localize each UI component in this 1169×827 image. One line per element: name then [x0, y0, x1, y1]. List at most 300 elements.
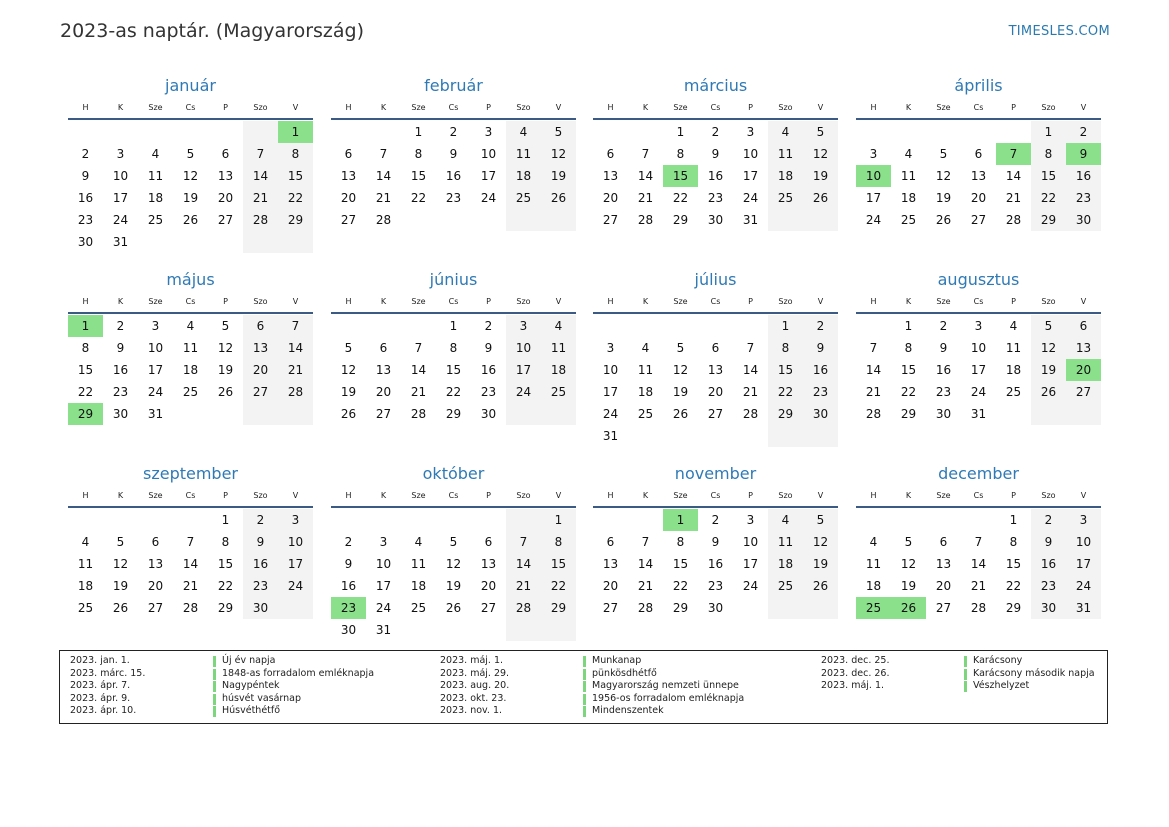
- weekday-label: V: [555, 491, 562, 500]
- day-cell: 24: [865, 213, 882, 227]
- weekday-label: V: [817, 103, 824, 112]
- weekday-label: P: [748, 297, 753, 306]
- day-cell: 30: [707, 213, 724, 227]
- day-cell: 12: [182, 169, 199, 183]
- legend-name: Húsvéthétfő: [222, 705, 281, 716]
- weekday-header: [593, 100, 838, 120]
- day-cell: 30: [480, 407, 497, 421]
- day-grid: [593, 121, 838, 231]
- month-title: június: [429, 270, 478, 289]
- day-cell: 25: [541, 381, 576, 403]
- empty-cell: [138, 231, 173, 253]
- day-cell: 5: [541, 121, 576, 143]
- day-cell: 6: [711, 341, 720, 355]
- day-cell: 21: [278, 359, 313, 381]
- empty-cell: [103, 121, 138, 143]
- day-cell: 2: [711, 513, 720, 527]
- empty-cell: [138, 509, 173, 531]
- day-cell: 28: [410, 407, 427, 421]
- weekday-header: [68, 100, 313, 120]
- day-cell: 15: [217, 557, 234, 571]
- day-cell: 10: [602, 363, 619, 377]
- day-cell: 5: [803, 121, 838, 143]
- empty-cell: [856, 315, 891, 337]
- day-cell: 1: [904, 319, 913, 333]
- day-cell: 26: [803, 575, 838, 597]
- day-cell: 27: [935, 601, 952, 615]
- day-cell: 9: [711, 147, 720, 161]
- legend-color-swatch: [964, 669, 967, 680]
- day-cell: 10: [147, 341, 164, 355]
- empty-cell: [471, 509, 506, 531]
- day-cell: 18: [541, 359, 576, 381]
- day-cell: 18: [77, 579, 94, 593]
- day-grid: [331, 121, 576, 231]
- day-cell: 19: [803, 165, 838, 187]
- day-cell: 20: [340, 191, 357, 205]
- month-title: december: [938, 464, 1019, 483]
- weekday-label: Cs: [448, 297, 459, 306]
- empty-cell: [926, 121, 961, 143]
- legend-name: húsvét vasárnap: [222, 692, 302, 704]
- legend-name: Karácsony második napja: [973, 667, 1095, 679]
- day-cell: 10: [506, 337, 541, 359]
- weekday-label: Sze: [411, 103, 426, 112]
- empty-cell: [401, 209, 436, 231]
- day-cell: 17: [742, 557, 759, 571]
- weekday-label: K: [905, 297, 912, 306]
- day-cell: 2: [243, 509, 278, 531]
- empty-cell: [471, 209, 506, 231]
- day-cell: 6: [243, 315, 278, 337]
- day-cell: 29: [768, 403, 803, 425]
- day-cell: 15: [278, 165, 313, 187]
- month-7: [593, 268, 838, 447]
- day-cell: 20: [602, 191, 619, 205]
- day-cell: 26: [1031, 381, 1066, 403]
- day-cell: 18: [865, 579, 882, 593]
- empty-cell: [803, 425, 838, 447]
- legend-date: 2023. aug. 20.: [440, 680, 510, 691]
- empty-cell: [891, 121, 926, 143]
- site-link[interactable]: TIMESLES.COM: [1008, 24, 1110, 39]
- empty-cell: [733, 315, 768, 337]
- day-cell: 15: [410, 169, 427, 183]
- day-cell: 3: [974, 319, 983, 333]
- legend-date: 2023. jan. 1.: [70, 655, 130, 666]
- day-cell: 6: [484, 535, 493, 549]
- day-cell: 12: [900, 557, 917, 571]
- day-cell: 12: [445, 557, 462, 571]
- day-cell: 8: [676, 147, 685, 161]
- day-cell: 17: [278, 553, 313, 575]
- day-cell: 19: [182, 191, 199, 205]
- month-title: január: [165, 76, 216, 95]
- day-cell: 4: [541, 315, 576, 337]
- day-cell: 25: [77, 601, 94, 615]
- weekday-label: H: [345, 297, 352, 306]
- weekday-header: [68, 488, 313, 508]
- day-cell: 21: [410, 385, 427, 399]
- weekday-label: V: [817, 297, 824, 306]
- day-cell: 15: [541, 553, 576, 575]
- empty-cell: [1066, 403, 1101, 425]
- weekday-label: Cs: [185, 491, 196, 500]
- day-cell: 5: [449, 535, 458, 549]
- day-grid: [593, 315, 838, 447]
- weekday-label: H: [82, 103, 89, 112]
- day-cell: 28: [865, 407, 882, 421]
- day-cell: 7: [186, 535, 195, 549]
- empty-cell: [278, 231, 313, 253]
- day-cell: 3: [151, 319, 160, 333]
- empty-cell: [628, 121, 663, 143]
- month-title: július: [694, 270, 737, 289]
- weekday-label: Sze: [673, 103, 688, 112]
- day-cell: 13: [707, 363, 724, 377]
- legend-date: 2023. ápr. 9.: [70, 692, 131, 704]
- day-cell: 3: [869, 147, 878, 161]
- day-cell: 12: [803, 531, 838, 553]
- day-cell: 26: [217, 385, 234, 399]
- day-cell: 17: [506, 359, 541, 381]
- day-cell: 1: [278, 121, 313, 143]
- day-cell: 25: [506, 187, 541, 209]
- day-cell: 14: [637, 169, 654, 183]
- empty-cell: [768, 425, 803, 447]
- day-cell: 24: [278, 575, 313, 597]
- empty-cell: [401, 619, 436, 641]
- day-cell: 17: [602, 385, 619, 399]
- day-cell: 15: [1031, 165, 1066, 187]
- day-cell: 29: [672, 213, 689, 227]
- day-cell: 6: [151, 535, 160, 549]
- day-cell: 25: [768, 187, 803, 209]
- day-cell: 10: [970, 341, 987, 355]
- empty-cell: [628, 509, 663, 531]
- day-cell: 18: [1005, 363, 1022, 377]
- day-cell: 4: [904, 147, 913, 161]
- day-cell: 22: [541, 575, 576, 597]
- day-grid: [68, 315, 313, 425]
- weekday-label: Sze: [148, 491, 163, 500]
- day-cell: 19: [1031, 359, 1066, 381]
- legend-color-swatch: [964, 656, 967, 667]
- empty-cell: [278, 597, 313, 619]
- day-cell: 20: [1066, 359, 1101, 381]
- weekday-label: Cs: [710, 491, 721, 500]
- day-cell: 22: [278, 187, 313, 209]
- day-cell: 4: [81, 535, 90, 549]
- day-cell: 13: [602, 169, 619, 183]
- day-cell: 17: [480, 169, 497, 183]
- day-cell: 7: [974, 535, 983, 549]
- empty-cell: [961, 509, 996, 531]
- weekday-label: H: [870, 297, 877, 306]
- day-cell: 15: [768, 359, 803, 381]
- weekday-label: V: [555, 297, 562, 306]
- weekday-label: P: [1011, 491, 1016, 500]
- day-cell: 14: [1005, 169, 1022, 183]
- day-cell: 5: [803, 509, 838, 531]
- day-cell: 25: [1005, 385, 1022, 399]
- day-cell: 30: [803, 403, 838, 425]
- day-cell: 20: [480, 579, 497, 593]
- legend-color-swatch: [583, 681, 586, 692]
- empty-cell: [541, 403, 576, 425]
- day-cell: 14: [970, 557, 987, 571]
- empty-cell: [506, 619, 541, 641]
- day-cell: 20: [217, 191, 234, 205]
- weekday-label: V: [292, 297, 299, 306]
- empty-cell: [891, 509, 926, 531]
- day-cell: 14: [506, 553, 541, 575]
- day-cell: 2: [484, 319, 493, 333]
- day-cell: 23: [112, 385, 129, 399]
- empty-cell: [803, 209, 838, 231]
- weekday-label: Szo: [778, 491, 793, 500]
- day-cell: 9: [116, 341, 125, 355]
- day-cell: 12: [541, 143, 576, 165]
- day-cell: 27: [217, 213, 234, 227]
- legend-color-swatch: [213, 669, 216, 680]
- day-cell: 23: [707, 579, 724, 593]
- day-cell: 8: [449, 341, 458, 355]
- day-cell: 5: [344, 341, 353, 355]
- month-title: április: [954, 76, 1003, 95]
- day-cell: 9: [344, 557, 353, 571]
- day-cell: 23: [1031, 575, 1066, 597]
- weekday-label: K: [380, 491, 387, 500]
- month-title: március: [683, 76, 748, 95]
- empty-cell: [138, 121, 173, 143]
- day-cell: 13: [375, 363, 392, 377]
- day-cell: 7: [869, 341, 878, 355]
- day-cell: 3: [606, 341, 615, 355]
- empty-cell: [856, 121, 891, 143]
- empty-cell: [278, 403, 313, 425]
- weekday-label: H: [345, 491, 352, 500]
- weekday-label: K: [380, 103, 387, 112]
- day-cell: 28: [970, 601, 987, 615]
- day-cell: 18: [900, 191, 917, 205]
- month-title: szeptember: [142, 464, 238, 483]
- day-cell: 6: [344, 147, 353, 161]
- day-cell: 20: [970, 191, 987, 205]
- weekday-label: P: [223, 491, 228, 500]
- day-cell: 21: [637, 579, 654, 593]
- day-cell: 9: [81, 169, 90, 183]
- day-cell: 28: [243, 209, 278, 231]
- day-cell: 18: [768, 553, 803, 575]
- legend-date: 2023. dec. 25.: [821, 655, 890, 666]
- weekday-header: [856, 488, 1101, 508]
- day-cell: 14: [278, 337, 313, 359]
- day-cell: 8: [768, 337, 803, 359]
- weekday-label: Sze: [148, 103, 163, 112]
- day-cell: 23: [331, 597, 366, 619]
- empty-cell: [243, 403, 278, 425]
- day-cell: 24: [970, 385, 987, 399]
- weekday-header: [856, 294, 1101, 314]
- weekday-label: H: [607, 297, 614, 306]
- day-cell: 26: [340, 407, 357, 421]
- empty-cell: [173, 231, 208, 253]
- weekday-label: V: [1080, 491, 1087, 500]
- day-cell: 9: [803, 337, 838, 359]
- weekday-label: Szo: [516, 491, 531, 500]
- day-cell: 26: [445, 601, 462, 615]
- day-cell: 1: [676, 125, 685, 139]
- weekday-label: H: [82, 491, 89, 500]
- empty-cell: [68, 509, 103, 531]
- day-cell: 13: [935, 557, 952, 571]
- page-title: 2023-as naptár. (Magyarország): [60, 20, 364, 42]
- day-cell: 4: [1009, 319, 1018, 333]
- day-cell: 18: [506, 165, 541, 187]
- day-cell: 29: [445, 407, 462, 421]
- legend-color-swatch: [213, 706, 216, 717]
- weekday-header: [68, 294, 313, 314]
- day-cell: 4: [506, 121, 541, 143]
- month-title: augusztus: [937, 270, 1020, 289]
- legend-date: 2023. máj. 1.: [440, 655, 504, 666]
- day-cell: 11: [77, 557, 94, 571]
- day-cell: 4: [641, 341, 650, 355]
- legend-name: Mindenszentek: [592, 705, 664, 716]
- day-cell: 24: [147, 385, 164, 399]
- day-cell: 21: [506, 575, 541, 597]
- day-cell: 24: [742, 191, 759, 205]
- empty-cell: [103, 509, 138, 531]
- legend-color-swatch: [213, 681, 216, 692]
- weekday-label: Cs: [710, 297, 721, 306]
- day-cell: 15: [900, 363, 917, 377]
- empty-cell: [331, 121, 366, 143]
- weekday-label: H: [870, 103, 877, 112]
- day-cell: 7: [996, 143, 1031, 165]
- day-cell: 15: [1005, 557, 1022, 571]
- empty-cell: [68, 121, 103, 143]
- empty-cell: [506, 209, 541, 231]
- weekday-label: Cs: [448, 491, 459, 500]
- day-cell: 12: [672, 363, 689, 377]
- weekday-label: V: [817, 491, 824, 500]
- empty-cell: [243, 231, 278, 253]
- month-11: [593, 462, 838, 619]
- day-cell: 1: [663, 509, 698, 531]
- day-cell: 16: [1031, 553, 1066, 575]
- empty-cell: [471, 619, 506, 641]
- day-cell: 9: [1066, 143, 1101, 165]
- day-cell: 22: [1005, 579, 1022, 593]
- day-cell: 18: [768, 165, 803, 187]
- empty-cell: [1031, 403, 1066, 425]
- day-cell: 15: [672, 557, 689, 571]
- day-cell: 13: [602, 557, 619, 571]
- day-cell: 22: [77, 385, 94, 399]
- weekday-label: Sze: [673, 491, 688, 500]
- day-cell: 3: [746, 125, 755, 139]
- day-cell: 24: [480, 191, 497, 205]
- weekday-label: P: [486, 297, 491, 306]
- day-cell: 26: [182, 213, 199, 227]
- weekday-label: Szo: [1041, 297, 1056, 306]
- weekday-header: [331, 100, 576, 120]
- day-cell: 9: [711, 535, 720, 549]
- day-cell: 16: [112, 363, 129, 377]
- day-cell: 11: [768, 143, 803, 165]
- day-cell: 7: [641, 147, 650, 161]
- day-cell: 5: [221, 319, 230, 333]
- day-cell: 13: [147, 557, 164, 571]
- weekday-label: P: [486, 103, 491, 112]
- weekday-label: K: [642, 103, 649, 112]
- weekday-label: H: [82, 297, 89, 306]
- day-cell: 6: [974, 147, 983, 161]
- day-cell: 19: [541, 165, 576, 187]
- day-cell: 16: [77, 191, 94, 205]
- day-cell: 10: [375, 557, 392, 571]
- day-cell: 27: [602, 213, 619, 227]
- day-cell: 17: [1066, 553, 1101, 575]
- day-cell: 28: [1005, 213, 1022, 227]
- month-5: [68, 268, 313, 425]
- day-cell: 3: [506, 315, 541, 337]
- day-cell: 23: [707, 191, 724, 205]
- day-cell: 31: [970, 407, 987, 421]
- day-cell: 11: [1005, 341, 1022, 355]
- day-cell: 6: [606, 535, 615, 549]
- weekday-label: H: [607, 103, 614, 112]
- day-cell: 8: [221, 535, 230, 549]
- day-cell: 11: [410, 557, 427, 571]
- day-cell: 14: [865, 363, 882, 377]
- day-cell: 15: [663, 165, 698, 187]
- weekday-header: [331, 488, 576, 508]
- day-cell: 17: [865, 191, 882, 205]
- legend-date: 2023. ápr. 7.: [70, 680, 131, 691]
- empty-cell: [996, 121, 1031, 143]
- day-cell: 31: [375, 623, 392, 637]
- day-cell: 30: [77, 235, 94, 249]
- day-cell: 9: [939, 341, 948, 355]
- month-9: [68, 462, 313, 619]
- day-cell: 9: [243, 531, 278, 553]
- day-cell: 2: [116, 319, 125, 333]
- legend-color-swatch: [213, 694, 216, 705]
- holiday-legend: [59, 650, 1108, 724]
- empty-cell: [173, 121, 208, 143]
- legend-date: 2023. ápr. 10.: [70, 705, 137, 716]
- day-cell: 6: [221, 147, 230, 161]
- day-cell: 12: [340, 363, 357, 377]
- day-cell: 20: [375, 385, 392, 399]
- day-cell: 13: [970, 169, 987, 183]
- legend-color-swatch: [583, 706, 586, 717]
- day-cell: 29: [541, 597, 576, 619]
- empty-cell: [593, 509, 628, 531]
- day-cell: 1: [541, 509, 576, 531]
- day-cell: 12: [217, 341, 234, 355]
- day-cell: 7: [414, 341, 423, 355]
- month-title: október: [422, 464, 485, 483]
- day-cell: 10: [112, 169, 129, 183]
- day-cell: 30: [1031, 597, 1066, 619]
- day-cell: 21: [637, 191, 654, 205]
- day-cell: 1: [68, 315, 103, 337]
- day-cell: 23: [445, 191, 462, 205]
